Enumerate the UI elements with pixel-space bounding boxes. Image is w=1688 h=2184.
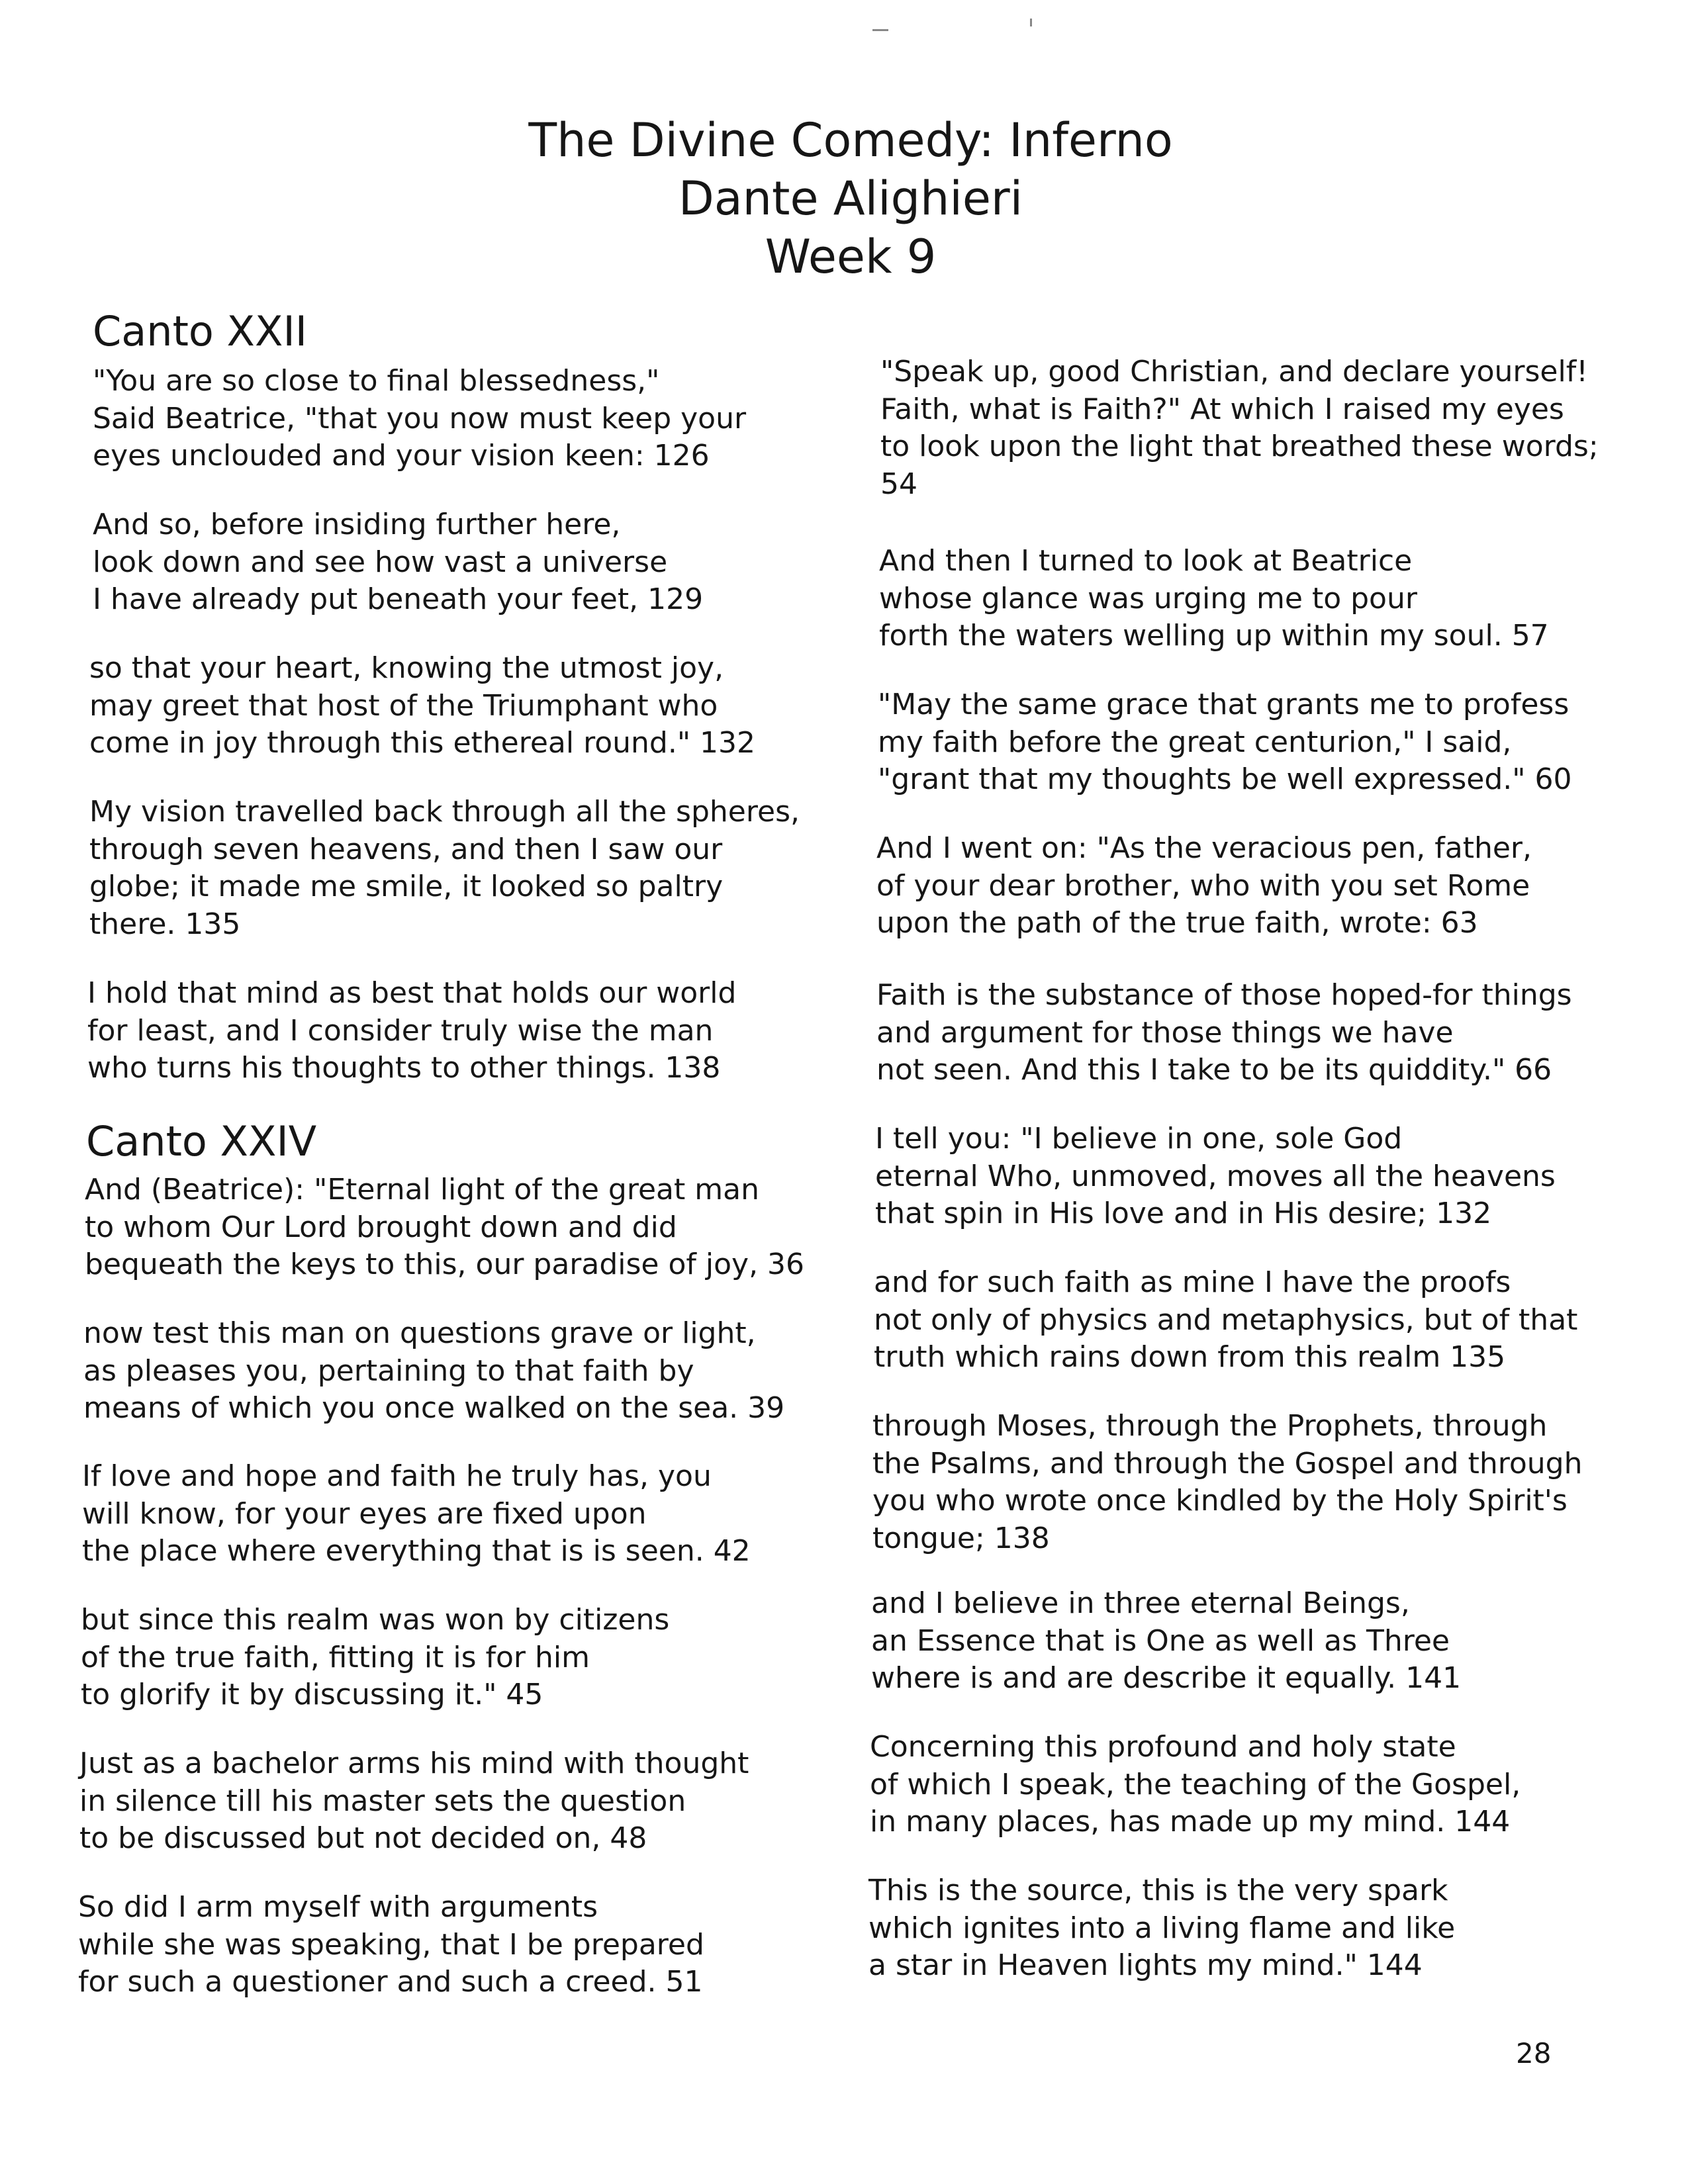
- stanza: [868, 1872, 1455, 1985]
- verse-line: not only of physics and metaphysics, but of that: [874, 1302, 1578, 1337]
- scan-mark: [1030, 19, 1032, 26]
- stanza: [81, 1602, 669, 1714]
- verse-line: not seen. And this I take to be its quiddity." 66: [876, 1053, 1552, 1087]
- title-week: Week 9: [765, 230, 937, 284]
- verse-line: that spin in His love and in His desire; 132: [875, 1197, 1492, 1230]
- verse-line: to glorify it by discussing it." 45: [81, 1678, 543, 1711]
- verse-line: bequeath the keys to this, our paradise of joy, 36: [85, 1248, 805, 1281]
- verse-line: "Speak up, good Christian, and declare yourself!: [880, 355, 1588, 388]
- verse-line: upon the path of the true faith, wrote: 63: [876, 906, 1478, 940]
- verse-line: as pleases you, pertaining to that faith by: [83, 1353, 694, 1388]
- verse-line: "grant that my thoughts be well expressed." 60: [878, 762, 1572, 796]
- page-title: [0, 111, 1688, 286]
- verse-line: I tell you: "I believe in one, sole God: [875, 1122, 1403, 1156]
- verse-line: for least, and I consider truly wise the man: [87, 1013, 714, 1048]
- verse-line: will know, for your eyes are fixed upon: [82, 1496, 647, 1531]
- verse-line: Just as a bachelor arms his mind with thought: [79, 1747, 749, 1780]
- verse-line: "May the same grace that grants me to profess: [878, 688, 1570, 721]
- verse-line: now test this man on questions grave or light,: [83, 1316, 756, 1350]
- stanza: [875, 1120, 1556, 1233]
- verse-line: which ignites into a living flame and like: [868, 1911, 1456, 1945]
- stanza: [878, 686, 1571, 799]
- verse-line: the place where everything that is is seen. 42: [82, 1534, 751, 1568]
- stanza: [872, 1408, 1582, 1557]
- verse-line: an Essence that is One as well as Three: [871, 1623, 1450, 1658]
- stanza: [82, 1458, 751, 1570]
- verse-line: Faith is the substance of those hoped-for things: [876, 978, 1572, 1012]
- verse-line: of which I speak, the teaching of the Gospel,: [870, 1767, 1521, 1801]
- verse-line: If love and hope and faith he truly has, you: [82, 1459, 712, 1493]
- verse-line: whose glance was urging me to pour: [879, 581, 1417, 615]
- verse-line: eyes unclouded and your vision keen: 126: [93, 439, 710, 473]
- title-work: The Divine Comedy: Inferno: [528, 113, 1173, 167]
- verse-line: come in joy through this ethereal round." 132: [89, 726, 756, 760]
- verse-line: while she was speaking, that I be prepared: [78, 1927, 704, 1962]
- verse-line: Said Beatrice, "that you now must keep your: [93, 401, 747, 435]
- verse-line: And then I turned to look at Beatrice: [879, 544, 1413, 578]
- verse-line: to look upon the light that breathed these words;: [880, 430, 1599, 463]
- verse-line: 54: [880, 467, 917, 501]
- verse-line: in silence till his master sets the question: [79, 1784, 686, 1818]
- verse-line: of your dear brother, who with you set Rome: [876, 868, 1530, 903]
- verse-line: And (Beatrice): "Eternal light of the great man: [85, 1173, 759, 1206]
- verse-line: to be discussed but not decided on, 48: [79, 1821, 647, 1855]
- verse-line: in many places, has made up my mind. 144: [870, 1805, 1511, 1839]
- verse-line: truth which rains down from this realm 135: [874, 1340, 1506, 1374]
- verse-line: but since this realm was won by citizens: [81, 1603, 670, 1637]
- stanza: [93, 506, 703, 619]
- verse-line: and I believe in three eternal Beings,: [871, 1586, 1410, 1620]
- verse-line: Faith, what is Faith?" At which I raised my eyes: [880, 392, 1564, 426]
- verse-line: so that your heart, knowing the utmost joy,: [89, 651, 724, 685]
- verse-line: my faith before the great centurion," I said,: [878, 725, 1512, 759]
- verse-line: So did I arm myself with arguments: [78, 1890, 598, 1924]
- verse-line: there. 135: [89, 907, 241, 941]
- stanza: [876, 977, 1572, 1089]
- verse-line: the Psalms, and through the Gospel and through: [872, 1446, 1583, 1480]
- verse-line: globe; it made me smile, it looked so paltry: [89, 870, 724, 903]
- canto-heading-xxiv: Canto XXIV: [86, 1117, 317, 1165]
- page-number: 28: [1516, 2037, 1552, 2070]
- verse-line: I have already put beneath your feet, 129: [93, 582, 704, 616]
- verse-line: And I went on: "As the veracious pen, father,: [876, 831, 1532, 865]
- stanza: [93, 363, 746, 475]
- verse-line: to whom Our Lord brought down and did: [85, 1210, 677, 1244]
- verse-line: "You are so close to final blessedness,": [93, 364, 660, 398]
- stanza: [871, 1585, 1461, 1698]
- verse-line: may greet that host of the Triumphant who: [89, 688, 718, 723]
- verse-line: This is the source, this is the very spark: [868, 1874, 1448, 1907]
- verse-line: And so, before insiding further here,: [93, 508, 621, 541]
- stanza: [83, 1315, 784, 1428]
- stanza: [85, 1171, 804, 1284]
- stanza: [880, 353, 1599, 503]
- verse-line: of the true faith, fitting it is for him: [81, 1640, 590, 1674]
- stanza: [78, 1889, 704, 2001]
- verse-line: eternal Who, unmoved, moves all the heavens: [875, 1159, 1556, 1193]
- stanza: [876, 830, 1532, 942]
- canto-heading-xxii: Canto XXII: [93, 307, 308, 355]
- verse-line: you who wrote once kindled by the Holy Spirit's: [872, 1484, 1568, 1518]
- verse-line: forth the waters welling up within my soul. 57: [879, 619, 1549, 653]
- stanza: [89, 650, 755, 762]
- stanza: [879, 543, 1549, 655]
- verse-line: look down and see how vast a universe: [93, 545, 668, 579]
- verse-line: through Moses, through the Prophets, through: [872, 1409, 1548, 1443]
- verse-line: and argument for those things we have: [876, 1015, 1454, 1050]
- stanza: [79, 1745, 749, 1858]
- verse-line: My vision travelled back through all the spheres,: [89, 795, 800, 829]
- verse-line: through seven heavens, and then I saw our: [89, 832, 723, 866]
- verse-line: means of which you once walked on the sea. 39: [83, 1391, 785, 1425]
- stanza: [874, 1264, 1577, 1377]
- stanza: [87, 975, 736, 1087]
- verse-line: where is and are describe it equally. 141: [871, 1661, 1462, 1695]
- scan-mark: [872, 29, 888, 31]
- verse-line: a star in Heaven lights my mind." 144: [868, 1948, 1423, 1982]
- stanza: [870, 1729, 1521, 1841]
- verse-line: Concerning this profound and holy state: [870, 1730, 1456, 1764]
- verse-line: I hold that mind as best that holds our world: [87, 976, 737, 1010]
- stanza: [89, 794, 800, 943]
- verse-line: for such a questioner and such a creed. 51: [78, 1965, 703, 1999]
- verse-line: and for such faith as mine I have the proofs: [874, 1265, 1511, 1299]
- verse-line: who turns his thoughts to other things. 138: [87, 1051, 721, 1085]
- verse-line: tongue; 138: [872, 1521, 1050, 1555]
- title-author: Dante Alighieri: [678, 171, 1023, 226]
